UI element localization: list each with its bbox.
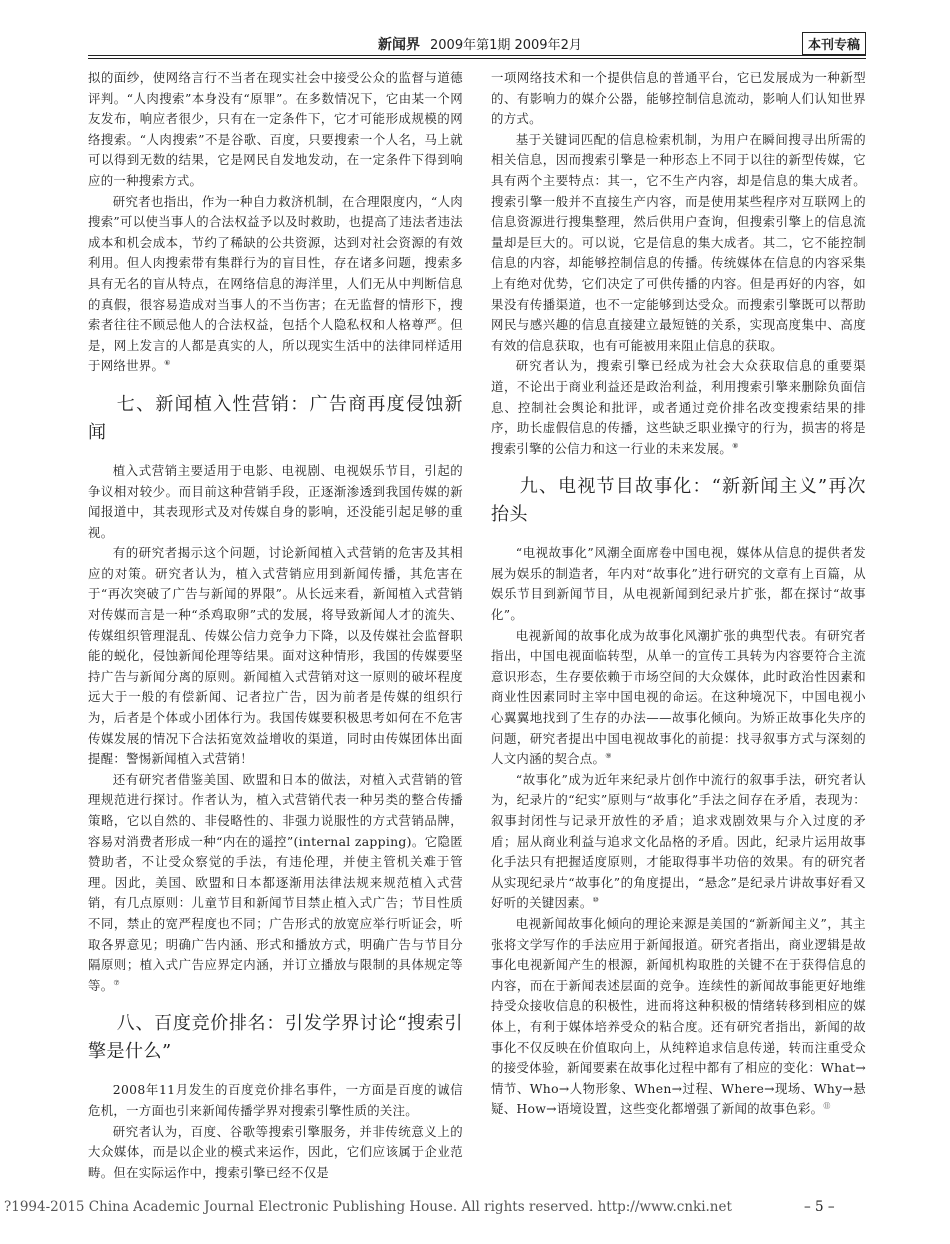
paragraph: 研究者也指出，作为一种自力救济机制，在合理限度内，“人肉搜索”可以使当事人的合法权益予以及时救助，也提高了违法者违法成本和机会成本，节约了稀缺的公共资源，达到对社会资源的有效利用。但人肉搜索带有集群行为的盲目性，存在诸多问题，搜索多具有无名的盲从特点，在网络信息的海洋里，人们无从中判断信息的真假，很容易造成对当事人的不当伤害；在无监督的情形下，搜索者往往不顾忌他人的合法权益，包括个人隐私权和人格尊严。但是，网上发言的人都是真实的人，所以现实生活中的法律同样适用于网络世界。⑥ bbox=[88, 193, 463, 374]
paragraph: 有的研究者揭示这个问题，讨论新闻植入式营销的危害及其相应的对策。研究者认为，植入式营销应用到新闻传播，其危害在于“再次突破了广告与新闻的界限”。从长远来看，新闻植入式营销对传媒而言是一种“杀鸡取卵”式的发展，将导致新闻人才的流失、传媒组织管理混乱、传媒公信力竞争力下降，以及传媒社会监督职能的蜕化，侵蚀新闻伦理等结果。面对这种情形，我国的传媒要坚持广告与新闻分离的原则。新闻植入式营销对这一原则的破坏程度远大于一般的有偿新闻、记者拉广告，因为前者是传媒的组织行为，后者是个体或小团体行为。我国传媒要积极思考如何在不危害传媒发展的情况下合法拓宽效益增收的渠道，同时由传媒团体出面提醒：警惕新闻植入式营销！ bbox=[88, 545, 463, 767]
paragraph: 电视新闻故事化倾向的理论来源是美国的“新新闻主义”，其主张将文学写作的手法应用于新闻报道。研究者指出，商业逻辑是故事化电视新闻产生的根源，新闻机构取胜的关键不在于获得信息的内容，而在于新闻表述层面的竞争。连续性的新闻故事能更好地维持受众接收信息的积极性，进而将这种积极的情绪转移到相应的媒体上，有利于媒体培养受众的粘合度。还有研究者指出，新闻的故事化不仅反映在价值取向上，从纯粹追求信息传递，转而注重受众的接受体验，新闻要素在故事化过程中都有了相应的变化：What→情节、Who→人物形象、When→过程、Where→现场、Why→悬疑、How→语境设置，这些变化都增强了新闻的故事色彩。⑪ bbox=[491, 915, 866, 1117]
paragraph: 电视新闻的故事化成为故事化风潮扩张的典型代表。有研究者指出，中国电视面临转型，从单一的宣传工具转为内容要符合主流意识形态，生存要依赖于市场空间的大众媒体，此时政治性因素和商业性因素同时主宰中国电视的命运。在这种境况下，中国电视小心翼翼地找到了生存的办法——故事化倾向。为矫正故事化失序的问题，研究者提出中国电视故事化的前提：找寻叙事方式与深刻的人文内涵的契合点。⑨ bbox=[491, 627, 866, 767]
footnote-marker: ⑨ bbox=[605, 752, 612, 761]
right-column bbox=[491, 68, 866, 1120]
left-column bbox=[88, 68, 463, 1183]
header-rule-top bbox=[88, 55, 866, 56]
header-rule-bottom bbox=[88, 58, 866, 59]
paragraph: 一项网络技术和一个提供信息的普通平台，它已发展成为一种新型的、有影响力的媒介公器，能够控制信息流动，影响人们认知世界的方式。 bbox=[491, 70, 866, 127]
paragraph: 2008年11月发生的百度竞价排名事件，一方面是百度的诚信危机，一方面也引来新闻传播学界对搜索引擎性质的关注。 bbox=[88, 1082, 463, 1118]
paragraph: 还有研究者借鉴美国、欧盟和日本的做法，对植入式营销的管理规范进行探讨。作者认为，植入式营销代表一种另类的整合传播策略，它以自然的、非侵略性的、非强力说服性的方式营销品牌，容易对消费者形成一种“内在的遥控”(internal zapping)。它隐匿赞助者，不让受众察觉的手法，有违伦理，并使主管机关难于管理。因此，美国、欧盟和日本都逐渐用法律法规来规范植入式营销，有几点原则：儿童节目和新闻节目禁止植入式广告；节目性质不同，禁止的宽严程度也不同；广告形式的放宽应举行听证会，听取各界意见；明确广告内涵、形式和播放方式，明确广告与节目分隔原则；植入式广告应界定内涵，并订立播放与限制的具体规定等等。⑦ bbox=[88, 771, 463, 993]
paragraph: “故事化”成为近年来纪录片创作中流行的叙事手法，研究者认为，纪录片的“纪实”原则与“故事化”手法之间存在矛盾，表现为：叙事封闭性与记录开放性的矛盾；追求戏剧效果与介入过度的矛盾；屈从商业利益与追求文化品格的矛盾。因此，纪录片运用故事化手法只有把握适度原则，才能取得事半功倍的效果。有的研究者从实现纪录片“故事化”的角度提出，“悬念”是纪录片讲故事好看又好听的关键因素。⑩ bbox=[491, 771, 866, 911]
journal-info bbox=[378, 34, 582, 54]
section-heading-7: 七、新闻植入性营销：广告商再度侵蚀新闻 bbox=[88, 393, 463, 443]
page-footer bbox=[4, 1199, 946, 1215]
section-heading-9: 九、电视节目故事化：“新新闻主义”再次抬头 bbox=[491, 476, 866, 526]
journal-name: 新闻界 bbox=[378, 37, 420, 53]
paragraph: 拟的面纱，使网络言行不当者在现实社会中接受公众的监督与道德评判。“人肉搜索”本身没有“原罪”。在多数情况下，它由某一个网友发布，响应者很少，只有在一定条件下，它才可能形成规模的网络搜索。“人肉搜索”不是谷歌、百度，只要搜索一个人名，马上就可以得到无数的结果，它是网民自发地发动，在一定条件下得到响应的一种搜索方式。 bbox=[88, 70, 463, 188]
page-number: – 5 – bbox=[804, 1199, 835, 1215]
section-heading-8: 八、百度竞价排名：引发学界讨论“搜索引擎是什么” bbox=[88, 1013, 463, 1063]
column-tag: 本刊专稿 bbox=[802, 32, 866, 55]
page-header bbox=[88, 32, 866, 54]
paragraph: “电视故事化”风潮全面席卷中国电视，媒体从信息的提供者发展为娱乐的制造者，年内对“故事化”进行研究的文章有上百篇，从娱乐节目到新闻节目，从电视新闻到纪录片扩张，都在探讨“故事化”。 bbox=[491, 545, 866, 623]
paragraph: 研究者认为，搜索引擎已经成为社会大众获取信息的重要渠道，不论出于商业利益还是政治利益，利用搜索引擎来删除负面信息、控制社会舆论和批评，或者通过竞价排名改变搜索结果的排序，助长虚假信息的传播，这些缺乏职业操守的行为，损害的将是搜索引擎的公信力和这一行业的未来发展。⑧ bbox=[491, 358, 866, 456]
paragraph: 植入式营销主要适用于电影、电视剧、电视娱乐节目，引起的争议相对较少。而目前这种营销手段，正逐渐渗透到我国传媒的新闻报道中，其表现形式及对传媒自身的影响，还没能引起足够的重视。 bbox=[88, 462, 463, 540]
issue-info: 2009年第1期 2009年2月 bbox=[430, 38, 582, 53]
paragraph: 研究者认为，百度、谷歌等搜索引擎服务，并非传统意义上的大众媒体，而是以企业的模式来运作，因此，它们应该属于企业范畴。但在实际运作中，搜索引擎已经不仅是 bbox=[88, 1123, 463, 1180]
footnote-marker: ⑧ bbox=[732, 441, 739, 450]
paragraph: 基于关键词匹配的信息检索机制，为用户在瞬间搜寻出所需的相关信息，因而搜索引擎是一种形态上不同于以往的新型传媒，它具有两个主要特点：其一，它不生产内容，却是信息的集大成者。搜索引擎一般并不直接生产内容，而是使用某些程序对互联网上的信息资源进行搜集整理，然后供用户查询，但搜索引擎上的信息流量却是巨大的。可以说，它是信息的集大成者。其二，它不能控制信息的内容，却能够控制信息的传播。传统媒体在信息的内容采集上有绝对优势，它们决定了可供传播的内容。但是再好的内容，如果没有传播渠道，也不一定能够到达受众。而搜索引擎既可以帮助网民与感兴趣的信息直接建立最短链的关系，实现高度集中、高度有效的信息获取，也有可能被用来阻止信息的获取。 bbox=[491, 131, 866, 353]
footnote-marker: ⑥ bbox=[164, 359, 171, 368]
footnote-marker: ⑩ bbox=[592, 896, 600, 905]
footnote-marker: ⑪ bbox=[823, 1102, 831, 1111]
copyright-notice: ?1994-2015 China Academic Journal Electronic Publishing House. All rights reserved. http://www.cnki.net bbox=[4, 1199, 732, 1215]
footnote-marker: ⑦ bbox=[113, 978, 120, 987]
